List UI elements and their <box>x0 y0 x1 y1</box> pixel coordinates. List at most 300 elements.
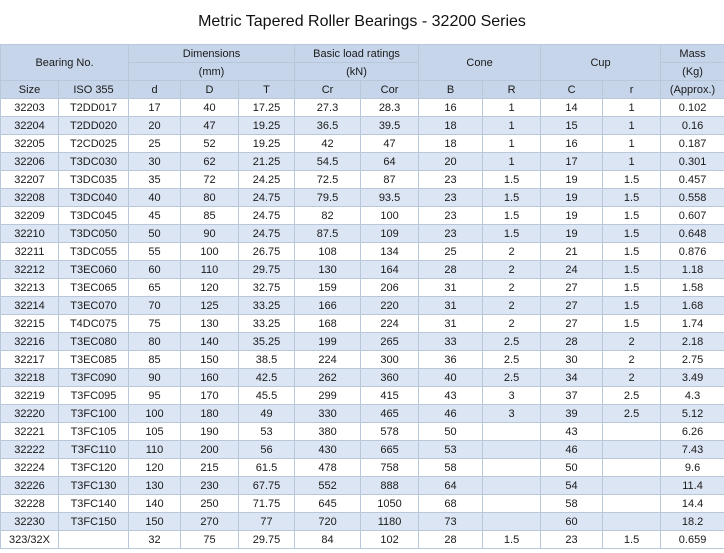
table-cell: 552 <box>295 477 361 495</box>
table-cell: 32 <box>129 531 181 549</box>
column-header: R <box>483 81 541 99</box>
table-cell: 40 <box>181 99 239 117</box>
table-cell <box>483 477 541 495</box>
table-cell: 31 <box>419 297 483 315</box>
table-cell: 3.49 <box>661 369 724 387</box>
header-bearing-no: Bearing No. <box>1 45 129 81</box>
page-title: Metric Tapered Roller Bearings - 32200 Series <box>198 13 526 30</box>
table-cell: 18 <box>419 117 483 135</box>
table-cell: 35.25 <box>239 333 295 351</box>
table-cell: T3DC035 <box>59 171 129 189</box>
table-cell: 32228 <box>1 495 59 513</box>
table-cell: 65 <box>129 279 181 297</box>
table-cell: 150 <box>181 351 239 369</box>
column-header: Size <box>1 81 59 99</box>
header-dimensions-unit: (mm) <box>129 63 295 81</box>
table-cell: 73 <box>419 513 483 531</box>
table-cell: 1 <box>603 135 661 153</box>
table-cell: 46 <box>419 405 483 423</box>
table-cell: T3EC070 <box>59 297 129 315</box>
table-row <box>1 117 724 135</box>
table-cell: 14.4 <box>661 495 724 513</box>
table-cell: 2.5 <box>483 351 541 369</box>
table-cell: 27 <box>541 315 603 333</box>
table-cell: 33.25 <box>239 315 295 333</box>
table-cell: 29.75 <box>239 531 295 549</box>
table-cell: T3FC100 <box>59 405 129 423</box>
table-cell: 0.558 <box>661 189 724 207</box>
table-cell: 578 <box>361 423 419 441</box>
table-cell: 2 <box>483 315 541 333</box>
table-cell: 32222 <box>1 441 59 459</box>
table-cell: 75 <box>129 315 181 333</box>
header-cup: Cup <box>541 45 661 81</box>
table-cell: T3DC045 <box>59 207 129 225</box>
table-cell: 11.4 <box>661 477 724 495</box>
table-cell: 5.12 <box>661 405 724 423</box>
table-cell: 47 <box>181 117 239 135</box>
table-cell: 2 <box>483 297 541 315</box>
table-cell: 108 <box>295 243 361 261</box>
table-cell: 56 <box>239 441 295 459</box>
table-cell: 38.5 <box>239 351 295 369</box>
table-cell: 478 <box>295 459 361 477</box>
table-cell: 19 <box>541 207 603 225</box>
column-header: d <box>129 81 181 99</box>
table-cell: 43 <box>419 387 483 405</box>
table-cell: T3EC085 <box>59 351 129 369</box>
table-cell: 25 <box>129 135 181 153</box>
table-cell: 19 <box>541 171 603 189</box>
table-cell: 32218 <box>1 369 59 387</box>
table-cell: 206 <box>361 279 419 297</box>
table-cell: T2DD017 <box>59 99 129 117</box>
table-cell: 0.102 <box>661 99 724 117</box>
table-cell: 31 <box>419 279 483 297</box>
table-cell: 166 <box>295 297 361 315</box>
table-row <box>1 459 724 477</box>
table-cell: 53 <box>419 441 483 459</box>
table-cell: 2 <box>603 351 661 369</box>
table-cell: 1050 <box>361 495 419 513</box>
table-cell: 50 <box>129 225 181 243</box>
table-cell: 330 <box>295 405 361 423</box>
table-cell: 28 <box>541 333 603 351</box>
table-cell: 299 <box>295 387 361 405</box>
table-cell: 1.5 <box>603 279 661 297</box>
table-cell: 21 <box>541 243 603 261</box>
table-cell: 250 <box>181 495 239 513</box>
table-cell <box>483 495 541 513</box>
table-cell: T3FC110 <box>59 441 129 459</box>
table-row <box>1 441 724 459</box>
table-cell: 32210 <box>1 225 59 243</box>
table-cell: 25 <box>419 243 483 261</box>
table-cell: 87 <box>361 171 419 189</box>
table-row <box>1 531 724 549</box>
table-cell: 62 <box>181 153 239 171</box>
table-cell: 32211 <box>1 243 59 261</box>
table-row <box>1 153 724 171</box>
table-cell: 1 <box>483 99 541 117</box>
table-cell: 14 <box>541 99 603 117</box>
table-cell: 200 <box>181 441 239 459</box>
table-cell: 120 <box>181 279 239 297</box>
table-cell: 1.5 <box>483 171 541 189</box>
table-cell: 1.5 <box>603 531 661 549</box>
table-cell: 1.18 <box>661 261 724 279</box>
table-cell: 1.5 <box>483 189 541 207</box>
table-cell: 52 <box>181 135 239 153</box>
table-cell: T3FC105 <box>59 423 129 441</box>
table-cell: 68 <box>419 495 483 513</box>
table-cell: 224 <box>361 315 419 333</box>
table-cell: 84 <box>295 531 361 549</box>
table-row <box>1 279 724 297</box>
table-cell: 0.457 <box>661 171 724 189</box>
table-cell: 27 <box>541 297 603 315</box>
table-cell: 19 <box>541 225 603 243</box>
table-cell: T3FC140 <box>59 495 129 513</box>
table-cell: 110 <box>181 261 239 279</box>
table-cell: 100 <box>181 243 239 261</box>
table-cell: 1.58 <box>661 279 724 297</box>
table-cell: 90 <box>129 369 181 387</box>
table-cell: 32217 <box>1 351 59 369</box>
table-cell: 30 <box>129 153 181 171</box>
table-cell: 58 <box>419 459 483 477</box>
table-cell: 33 <box>419 333 483 351</box>
table-cell: 24.75 <box>239 225 295 243</box>
table-cell: 0.607 <box>661 207 724 225</box>
table-cell: 2 <box>483 243 541 261</box>
table-cell: T3FC150 <box>59 513 129 531</box>
table-cell: 19.25 <box>239 135 295 153</box>
table-cell: 1.5 <box>483 531 541 549</box>
table-row <box>1 243 724 261</box>
table-cell <box>603 477 661 495</box>
table-cell: 53 <box>239 423 295 441</box>
table-cell: 32.75 <box>239 279 295 297</box>
table-cell: 168 <box>295 315 361 333</box>
table-cell: 224 <box>295 351 361 369</box>
table-cell: 1.5 <box>603 243 661 261</box>
table-cell: 24.75 <box>239 189 295 207</box>
table-cell: 54.5 <box>295 153 361 171</box>
table-row <box>1 225 724 243</box>
table-cell: 888 <box>361 477 419 495</box>
table-row <box>1 333 724 351</box>
table-cell: 43 <box>541 423 603 441</box>
table-cell: 46 <box>541 441 603 459</box>
table-cell: 164 <box>361 261 419 279</box>
table-cell: 79.5 <box>295 189 361 207</box>
table-cell: 27.3 <box>295 99 361 117</box>
table-cell: 39 <box>541 405 603 423</box>
table-row <box>1 189 724 207</box>
table-cell: 2.5 <box>603 387 661 405</box>
table-cell <box>59 531 129 549</box>
table-cell: 130 <box>295 261 361 279</box>
table-cell: 50 <box>419 423 483 441</box>
table-cell: 262 <box>295 369 361 387</box>
table-cell: 39.5 <box>361 117 419 135</box>
table-cell: 0.301 <box>661 153 724 171</box>
table-cell: 1.5 <box>603 261 661 279</box>
table-cell: 0.16 <box>661 117 724 135</box>
table-cell: 77 <box>239 513 295 531</box>
table-cell: 1 <box>483 153 541 171</box>
column-header: D <box>181 81 239 99</box>
table-cell: 360 <box>361 369 419 387</box>
table-cell: 32208 <box>1 189 59 207</box>
table-cell: 60 <box>129 261 181 279</box>
table-cell: T3EC080 <box>59 333 129 351</box>
column-header: Cor <box>361 81 419 99</box>
table-cell: 18 <box>419 135 483 153</box>
table-cell: 105 <box>129 423 181 441</box>
table-cell: 140 <box>181 333 239 351</box>
table-cell: 140 <box>129 495 181 513</box>
table-row <box>1 351 724 369</box>
table-cell: 465 <box>361 405 419 423</box>
table-cell: 80 <box>129 333 181 351</box>
table-cell: 23 <box>419 207 483 225</box>
table-cell: 82 <box>295 207 361 225</box>
table-cell <box>603 495 661 513</box>
table-cell: 80 <box>181 189 239 207</box>
table-cell: 102 <box>361 531 419 549</box>
table-cell: 215 <box>181 459 239 477</box>
table-cell: 109 <box>361 225 419 243</box>
table-cell: 32205 <box>1 135 59 153</box>
table-row <box>1 297 724 315</box>
table-cell: 265 <box>361 333 419 351</box>
column-header: C <box>541 81 603 99</box>
table-cell: 23 <box>419 171 483 189</box>
table-cell: 645 <box>295 495 361 513</box>
table-cell <box>483 441 541 459</box>
table-cell: 24.25 <box>239 171 295 189</box>
table-cell: 28.3 <box>361 99 419 117</box>
table-cell: 3 <box>483 405 541 423</box>
table-cell: T3DC050 <box>59 225 129 243</box>
table-cell: 1 <box>483 135 541 153</box>
table-cell: 32207 <box>1 171 59 189</box>
table-cell: 47 <box>361 135 419 153</box>
table-cell: 170 <box>181 387 239 405</box>
table-cell: 23 <box>419 225 483 243</box>
column-header: ISO 355 <box>59 81 129 99</box>
table-cell: 32213 <box>1 279 59 297</box>
table-cell: T2DD020 <box>59 117 129 135</box>
table-cell: 2.5 <box>483 333 541 351</box>
table-cell: 0.876 <box>661 243 724 261</box>
table-cell: 665 <box>361 441 419 459</box>
table-row <box>1 513 724 531</box>
header-dimensions: Dimensions <box>129 45 295 63</box>
table-cell <box>483 423 541 441</box>
table-cell: 100 <box>361 207 419 225</box>
table-cell: 33.25 <box>239 297 295 315</box>
table-row <box>1 171 724 189</box>
table-cell: 1 <box>483 117 541 135</box>
table-cell: 67.75 <box>239 477 295 495</box>
table-cell <box>603 459 661 477</box>
table-cell <box>483 459 541 477</box>
table-cell: T2CD025 <box>59 135 129 153</box>
table-cell: 32230 <box>1 513 59 531</box>
column-header: (Approx.) <box>661 81 724 99</box>
table-cell: 26.75 <box>239 243 295 261</box>
table-cell: 60 <box>541 513 603 531</box>
table-cell: 100 <box>129 405 181 423</box>
table-cell: 125 <box>181 297 239 315</box>
table-cell: 71.75 <box>239 495 295 513</box>
table-cell: 32221 <box>1 423 59 441</box>
table-cell: 42.5 <box>239 369 295 387</box>
table-cell: 1.68 <box>661 297 724 315</box>
table-cell: 1.5 <box>603 189 661 207</box>
table-cell: 27 <box>541 279 603 297</box>
table-cell: 70 <box>129 297 181 315</box>
table-cell: T3EC060 <box>59 261 129 279</box>
table-cell: 19.25 <box>239 117 295 135</box>
table-cell: 32219 <box>1 387 59 405</box>
header-load-unit: (kN) <box>295 63 419 81</box>
table-cell: 150 <box>129 513 181 531</box>
table-cell: 2.18 <box>661 333 724 351</box>
header-cone: Cone <box>419 45 541 81</box>
table-cell: T4DC075 <box>59 315 129 333</box>
table-row <box>1 369 724 387</box>
table-cell <box>603 423 661 441</box>
table-cell: 2.5 <box>483 369 541 387</box>
table-cell: 159 <box>295 279 361 297</box>
table-cell: 30 <box>541 351 603 369</box>
table-cell: 37 <box>541 387 603 405</box>
table-row <box>1 207 724 225</box>
table-row <box>1 477 724 495</box>
table-row <box>1 405 724 423</box>
table-cell: 1.5 <box>483 225 541 243</box>
table-cell: 32206 <box>1 153 59 171</box>
table-cell: 1.5 <box>603 315 661 333</box>
table-cell: 72.5 <box>295 171 361 189</box>
table-cell: 17.25 <box>239 99 295 117</box>
table-cell: 1.5 <box>603 171 661 189</box>
table-cell: 15 <box>541 117 603 135</box>
column-header: B <box>419 81 483 99</box>
table-cell: 2 <box>483 279 541 297</box>
table-cell: 199 <box>295 333 361 351</box>
table-cell: 1.5 <box>603 297 661 315</box>
table-cell: 32214 <box>1 297 59 315</box>
table-cell: 9.6 <box>661 459 724 477</box>
table-cell: T3FC090 <box>59 369 129 387</box>
table-cell: T3FC120 <box>59 459 129 477</box>
table-cell: 42 <box>295 135 361 153</box>
table-cell: 3 <box>483 387 541 405</box>
table-cell: 32203 <box>1 99 59 117</box>
table-cell: 19 <box>541 189 603 207</box>
table-cell <box>483 513 541 531</box>
table-cell: 32212 <box>1 261 59 279</box>
table-cell: 18.2 <box>661 513 724 531</box>
table-cell: 32226 <box>1 477 59 495</box>
table-cell: 2.75 <box>661 351 724 369</box>
table-cell: 430 <box>295 441 361 459</box>
table-cell: 2.5 <box>603 405 661 423</box>
bearing-table <box>0 44 724 549</box>
table-cell: 1 <box>603 117 661 135</box>
table-cell: 1.74 <box>661 315 724 333</box>
table-cell: 380 <box>295 423 361 441</box>
table-cell: 45 <box>129 207 181 225</box>
table-cell: 1180 <box>361 513 419 531</box>
table-cell: 130 <box>129 477 181 495</box>
table-cell: 120 <box>129 459 181 477</box>
table-row <box>1 315 724 333</box>
table-cell: 1 <box>603 99 661 117</box>
table-cell: 61.5 <box>239 459 295 477</box>
table-cell: 32220 <box>1 405 59 423</box>
table-cell: 323/32X <box>1 531 59 549</box>
column-header: T <box>239 81 295 99</box>
table-cell: 35 <box>129 171 181 189</box>
table-cell: 32224 <box>1 459 59 477</box>
table-cell: 55 <box>129 243 181 261</box>
table-cell: 32209 <box>1 207 59 225</box>
table-cell: 110 <box>129 441 181 459</box>
table-cell: 28 <box>419 531 483 549</box>
header-load-ratings: Basic load ratings <box>295 45 419 63</box>
table-cell: 28 <box>419 261 483 279</box>
table-cell: 85 <box>129 351 181 369</box>
table-cell <box>603 513 661 531</box>
table-cell: 50 <box>541 459 603 477</box>
table-row <box>1 495 724 513</box>
table-cell: T3DC040 <box>59 189 129 207</box>
table-cell: 40 <box>419 369 483 387</box>
table-cell: 415 <box>361 387 419 405</box>
table-cell: 20 <box>419 153 483 171</box>
table-cell: 23 <box>419 189 483 207</box>
table-cell: 0.187 <box>661 135 724 153</box>
table-cell: 6.26 <box>661 423 724 441</box>
table-cell: 160 <box>181 369 239 387</box>
table-cell: 2 <box>483 261 541 279</box>
table-cell: 64 <box>361 153 419 171</box>
table-cell: 85 <box>181 207 239 225</box>
table-cell: 1.5 <box>483 207 541 225</box>
table-cell: T3EC065 <box>59 279 129 297</box>
table-cell: 16 <box>419 99 483 117</box>
table-cell: 34 <box>541 369 603 387</box>
column-header: r <box>603 81 661 99</box>
table-cell: 87.5 <box>295 225 361 243</box>
table-cell: 130 <box>181 315 239 333</box>
table-cell: 29.75 <box>239 261 295 279</box>
table-cell: 220 <box>361 297 419 315</box>
table-cell: 134 <box>361 243 419 261</box>
table-cell: 16 <box>541 135 603 153</box>
table-row <box>1 135 724 153</box>
table-cell: 64 <box>419 477 483 495</box>
table-cell: 758 <box>361 459 419 477</box>
table-cell: 58 <box>541 495 603 513</box>
table-cell: 32204 <box>1 117 59 135</box>
